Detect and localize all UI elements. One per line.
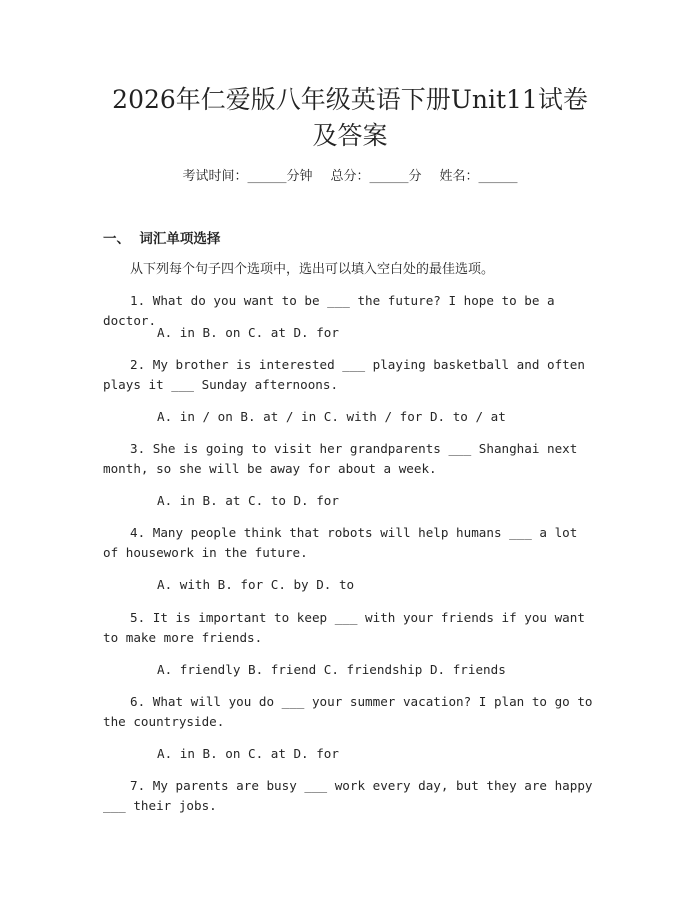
question-7: 7. My parents are busy ___ work every day, but they are happy ___ their jobs. <box>103 778 593 813</box>
question-5-options: A. friendly B. friend C. friendship D. friends <box>157 662 506 677</box>
question-4: 4. Many people think that robots will help humans ___ a lot of housework in the future. <box>103 525 578 560</box>
title-line-2: 及答案 <box>312 121 388 150</box>
total-score-field: 总分：______分 <box>330 169 422 184</box>
question-2: 2. My brother is interested ___ playing basketball and often plays it ___ Sunday afternoons. <box>103 357 585 392</box>
question-2-options: A. in / on B. at / in C. with / for D. to / at <box>157 409 506 424</box>
question-3-options: A. in B. at C. to D. for <box>157 493 339 508</box>
section-instruction: 从下列每个句子四个选项中，选出可以填入空白处的最佳选项。 <box>130 262 495 277</box>
question-4-options: A. with B. for C. by D. to <box>157 577 355 592</box>
exam-time-field: 考试时间：______分钟 <box>182 169 313 184</box>
question-6: 6. What will you do ___ your summer vacation? I plan to go to the countryside. <box>103 694 593 729</box>
page-title <box>60 82 640 154</box>
question-6-options: A. in B. on C. at D. for <box>157 746 339 761</box>
question-1: 1. What do you want to be ___ the future? I hope to be a doctor. <box>103 293 555 328</box>
question-5: 5. It is important to keep ___ with your friends if you want to make more friends. <box>103 610 585 645</box>
question-3: 3. She is going to visit her grandparents ___ Shanghai next month, so she will be away for about a week. <box>103 441 578 476</box>
title-line-1: 2026年仁爱版八年级英语下册Unit11试卷 <box>112 85 588 114</box>
name-field: 姓名：______ <box>439 169 518 184</box>
section-heading: 一、 词汇单项选择 <box>103 231 221 247</box>
question-1-options: A. in B. on C. at D. for <box>157 325 339 340</box>
exam-meta <box>0 166 700 188</box>
